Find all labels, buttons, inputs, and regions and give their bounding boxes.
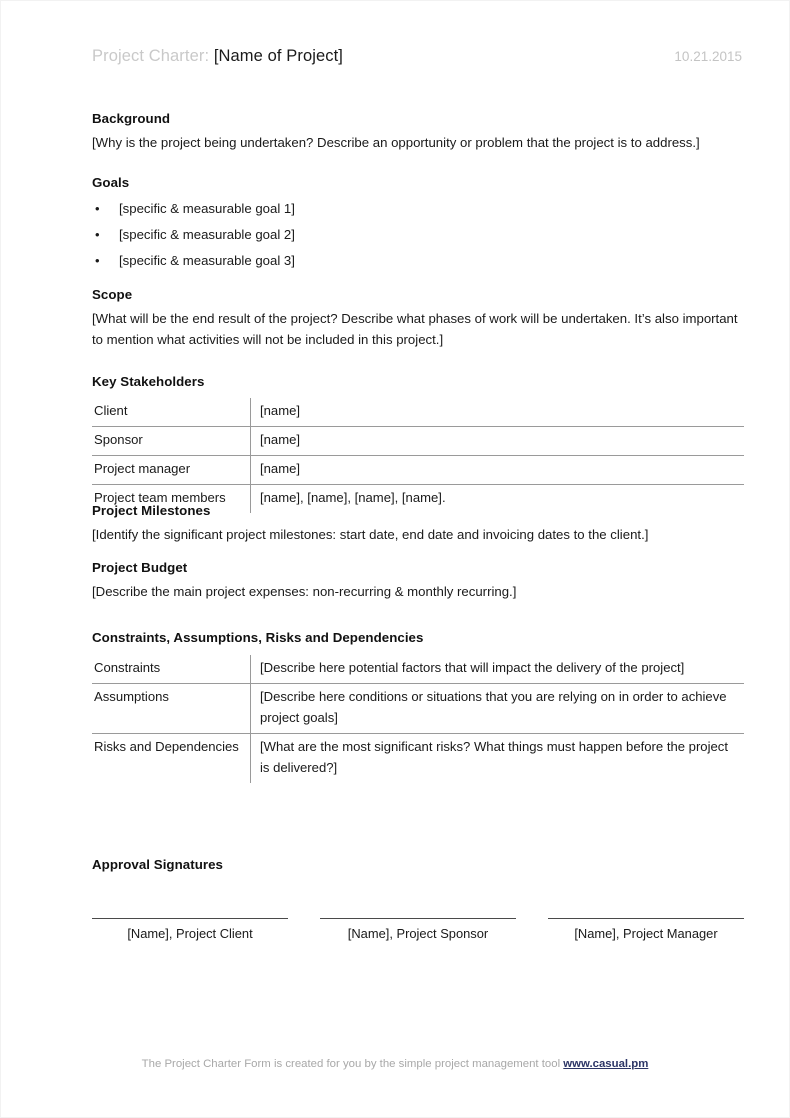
goals-heading: Goals — [92, 175, 130, 190]
signature-block-client — [92, 918, 288, 941]
row-value: [name], [name], [name], [name]. — [260, 489, 446, 505]
goal-text: [specific & measurable goal 1] — [119, 201, 295, 216]
stakeholders-heading: Key Stakeholders — [92, 374, 205, 389]
list-item — [92, 250, 744, 272]
table-row — [92, 655, 744, 683]
bullet-icon: • — [95, 200, 100, 216]
document-date: 10.21.2015 — [674, 49, 742, 64]
document-header — [92, 47, 742, 66]
background-text: [Why is the project being undertaken? Describe an opportunity or problem that the project is to address.] — [92, 135, 700, 150]
row-label: Client — [92, 398, 251, 426]
document-footer — [1, 1058, 789, 1070]
row-value: [name] — [251, 426, 745, 455]
row-value: [Describe here conditions or situations that you are relying on in order to achieve project goals] — [251, 683, 745, 733]
row-label: Sponsor — [92, 426, 251, 455]
stakeholders-table — [92, 398, 744, 513]
constraints-heading: Constraints, Assumptions, Risks and Dependencies — [92, 630, 424, 645]
signature-line — [548, 918, 744, 919]
row-value: [Describe here potential factors that will impact the delivery of the project] — [251, 655, 745, 683]
bullet-icon: • — [95, 226, 100, 242]
milestones-text: [Identify the significant project milestones: start date, end date and invoicing dates to the client.] — [92, 527, 649, 542]
casual-pm-link[interactable]: www.casual.pm — [563, 1058, 649, 1070]
signature-row — [92, 918, 744, 941]
row-label: Project team members — [92, 484, 251, 512]
signature-line — [92, 918, 288, 919]
section-key-stakeholders — [92, 374, 744, 513]
row-value: [name] — [251, 398, 745, 426]
goals-list — [92, 198, 744, 272]
table-row — [92, 733, 744, 782]
section-constraints — [92, 630, 744, 783]
footer-text: The Project Charter Form is created for you by the simple project management tool — [141, 1058, 564, 1070]
list-item — [92, 198, 744, 220]
title-prefix: Project Charter: — [92, 47, 210, 65]
project-name: [Name of Project] — [213, 47, 343, 65]
table-row — [92, 455, 744, 484]
row-value: [What are the most significant risks? What things must happen before the project is delivered?] — [260, 738, 728, 775]
row-label: Assumptions — [92, 683, 251, 733]
section-scope — [92, 287, 744, 351]
signature-block-sponsor — [320, 918, 516, 941]
table-row — [92, 683, 744, 733]
list-item — [92, 224, 744, 246]
background-heading: Background — [92, 111, 171, 126]
page-title — [92, 47, 343, 66]
section-goals — [92, 175, 744, 276]
constraints-table — [92, 655, 744, 783]
signature-label: [Name], Project Manager — [574, 926, 718, 941]
section-project-budget — [92, 560, 744, 602]
budget-heading: Project Budget — [92, 560, 188, 575]
section-approval-signatures — [92, 857, 744, 878]
signature-line — [320, 918, 516, 919]
table-row — [92, 426, 744, 455]
section-background — [92, 111, 744, 153]
signature-label: [Name], Project Sponsor — [347, 926, 489, 941]
approval-heading: Approval Signatures — [92, 857, 223, 872]
table-row — [92, 398, 744, 426]
row-value: [name] — [251, 455, 745, 484]
scope-heading: Scope — [92, 287, 133, 302]
goal-text: [specific & measurable goal 3] — [119, 253, 295, 269]
section-project-milestones — [92, 503, 744, 545]
budget-text: [Describe the main project expenses: non-recurring & monthly recurring.] — [92, 584, 517, 599]
row-label: Project manager — [92, 455, 251, 484]
row-label: Constraints — [92, 655, 251, 683]
signature-block-manager — [548, 918, 744, 941]
milestones-heading: Project Milestones — [92, 503, 211, 518]
bullet-icon: • — [95, 252, 100, 268]
signature-label: [Name], Project Client — [127, 926, 253, 941]
scope-text: [What will be the end result of the project? Describe what phases of work will be undertaken. It’s also important to mention what activities will not be included in this project.] — [92, 311, 738, 348]
goal-text: [specific & measurable goal 2] — [119, 227, 295, 243]
row-label: Risks and Dependencies — [92, 733, 251, 782]
